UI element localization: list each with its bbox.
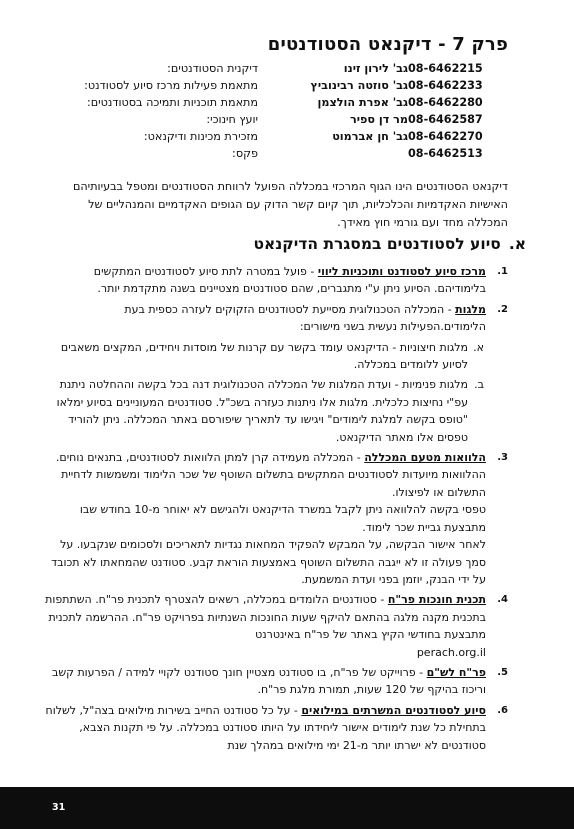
item-body: - סטודנטים הלומדים במכללה, רשאים להצטרף לתכנית פר"ח. השתתפות בתכנית מקנה מלגה בהתאם להיקף שעות החונכות השנתיות בפרויקט פר"ח. ההרשמה לתכנית מתבצעת בחודשי הקיץ באתר של פר"ח באינטרנט xyxy=(45,593,486,642)
item-text xyxy=(45,263,486,298)
list-item xyxy=(45,664,508,699)
items-list xyxy=(45,263,508,757)
item-text xyxy=(45,449,486,501)
footer-bar xyxy=(0,787,574,829)
list-item xyxy=(45,449,508,588)
item-extra-paragraph: לאחר אישור הבקשה, על המבקש להפקיד המחאות נגדיות לתאריכים ולסכומים שנקבעו. על סמך פעולה זו לא ייגבה התשלום השוטף באמצעות הוראת קבע. סטודנט שהמחאתו לא תכובד על ידי הבנק, יוזמן בפני ועדת המשמעת. xyxy=(51,538,486,586)
item-text xyxy=(45,702,486,754)
list-item xyxy=(45,591,508,661)
contact-row xyxy=(68,94,509,111)
contact-role: מתאמת תוכניות ותמיכה בסטודנטים: xyxy=(86,96,258,109)
contact-row xyxy=(68,128,509,145)
sub-item xyxy=(45,376,486,446)
item-label: תכנית חונכות פר"ח xyxy=(387,593,486,607)
chapter-title: פרק 7 - דיקנאט הסטודנטים xyxy=(267,34,508,55)
list-item xyxy=(45,301,508,446)
contact-name: גב' חן אברמוט xyxy=(332,130,408,143)
item-number: 1. xyxy=(497,266,508,277)
contact-phone: 08-6462233 xyxy=(408,79,483,92)
contact-name: גב' אפרת הולצמן xyxy=(317,96,408,109)
contact-name: גב' סוזטה רבינוביץ xyxy=(310,79,408,92)
item-number: 6. xyxy=(497,704,508,716)
item-body: - פרוייקט של פר"ח, בו סטודנט מצטיין חונך סטודנט לקויי למידה / הפרעות קשב וריכוז בהיקף של 120 שעות, תמורת מלגת פר"ח. xyxy=(51,665,486,697)
item-body: - המכללה מעמידה קרן למתן הלוואות לסטודנטים, בתנאים נוחים. ההלוואות מיועדות לסטודנטים המתקשים בתשלום השוטף של שכר הלימוד ומשמשות לדחיית התשלום או לפיצולו. xyxy=(55,451,486,499)
item-label: פר"ח לש"ם xyxy=(426,665,486,679)
item-number: 5. xyxy=(497,666,508,678)
sub-item xyxy=(45,339,486,374)
contacts-table xyxy=(68,60,509,162)
item-body: - פועל במטרה לתת סיוע לסטודנטים המתקשים בלימודיהם. הסיוע ניתן ע"י מתגברים, שהם סטודנטים מצטיינים בשנה מתקדמת יותר. xyxy=(93,265,486,296)
contact-role: פקס: xyxy=(232,147,258,160)
contact-name xyxy=(258,145,408,162)
contact-phone: 08-6462513 xyxy=(408,147,483,160)
sub-item-letter: א. xyxy=(473,340,484,354)
contact-phone: 08-6462270 xyxy=(408,130,483,143)
section-title: סיוע לסטודנטים במסגרת הדיקנאט xyxy=(253,235,501,253)
list-item xyxy=(45,702,508,754)
contact-role: מזכירת מכינות ודיקנאט: xyxy=(143,130,258,143)
contact-phone: 08-6462587 xyxy=(408,113,483,126)
contact-row xyxy=(68,77,509,94)
section-heading xyxy=(253,235,526,253)
sub-item-letter: ב. xyxy=(474,378,484,392)
item-body: - המכללה הטכנולוגית מסייעת לסטודנטים הזקוקים לעזרה כספית בעת הלימודים.הפעילות נעשית בשני מישורים: xyxy=(124,302,486,334)
section-letter: א. xyxy=(508,235,526,253)
item-extra-paragraph: טפסי בקשה להלוואה ניתן לקבל במשרד הדיקנאט ולהגישם לא יאוחר מ-10 בחודש שבו מתבצעת גביית שכר לימוד. xyxy=(79,503,486,534)
page-number: 31 xyxy=(52,802,66,813)
contact-role: מתאמת פעילות מרכז סיוע לסטודנט: xyxy=(84,79,258,92)
contact-name: גב' לירון זינו xyxy=(343,62,408,75)
sub-item-text: מלגות פנימיות - ועדת המלגות של המכללה הטכנולוגית דנה בכל בקשה וההחלטה ניתנת עפ"י נחיצות כלכלית. מלגות אלו ניתנות כעזרה בשכ"ל. סטודנטים המעוניינים בסיוע ימלאו "טופס בקשה למלגת לימודים" ויגישו עד לתאריך שיפורסם באתר המכללה. ניתן להוריד טפסים אלו מאתר הדיקנאט. xyxy=(56,378,468,444)
contact-role: יועץ חינוכי: xyxy=(206,113,258,126)
item-text xyxy=(45,664,486,699)
sub-item-text: מלגות חיצוניות - הדיקנאט עומד בקשר עם קרנות של מוסדות ויחידים, המקצים משאבים לסיוע ללומדים במכללה. xyxy=(60,340,468,372)
item-label: הלוואות מטעם המכללה xyxy=(364,451,486,465)
contact-role: דיקנית הסטודנטים: xyxy=(167,62,258,75)
contact-name: מר דן ספיר xyxy=(349,113,408,126)
contact-phone: 08-6462215 xyxy=(408,62,483,75)
item-link-line xyxy=(45,644,486,661)
item-number: 4. xyxy=(497,594,508,606)
item-text xyxy=(45,591,486,643)
item-label: סיוע לסטודנטים המשרתים במילואים xyxy=(301,703,486,717)
contact-row xyxy=(68,111,509,128)
website-link[interactable]: perach.org.il xyxy=(416,645,486,659)
item-body: - על כל סטודנט החייב בשירות מילואים בצה"ל, לשלוח בתחילת כל שנת לימודים אישור ליחידתו על היותו סטודנט במכללה. על פי תקנות הצבא, סטודנטים לא ישרתו יותר מ-21 ימי מילואים במהלך שנת xyxy=(45,703,486,752)
intro-paragraph: דיקנאט הסטודנטים הינו הגוף המרכזי במכללה הפועל לרווחת הסטודנטים ומטפל בבעיותיהם האישיות האקדמיות והכלכליות, תוך קיום קשר הדוק עם הגופים האקדמיים והמנהליים של המכללה מחד ועם גורמי חוץ מאידך. xyxy=(72,180,508,229)
list-item xyxy=(45,263,508,298)
item-number: 2. xyxy=(497,303,508,315)
item-label: מרכז סיוע לסטודנט ותוכניות ליווי xyxy=(317,265,486,278)
contact-row xyxy=(68,60,509,77)
item-label: מלגות xyxy=(455,302,486,316)
contact-row xyxy=(68,145,509,162)
item-text xyxy=(45,301,486,336)
contact-phone: 08-6462280 xyxy=(408,96,483,109)
item-number: 3. xyxy=(497,452,508,464)
